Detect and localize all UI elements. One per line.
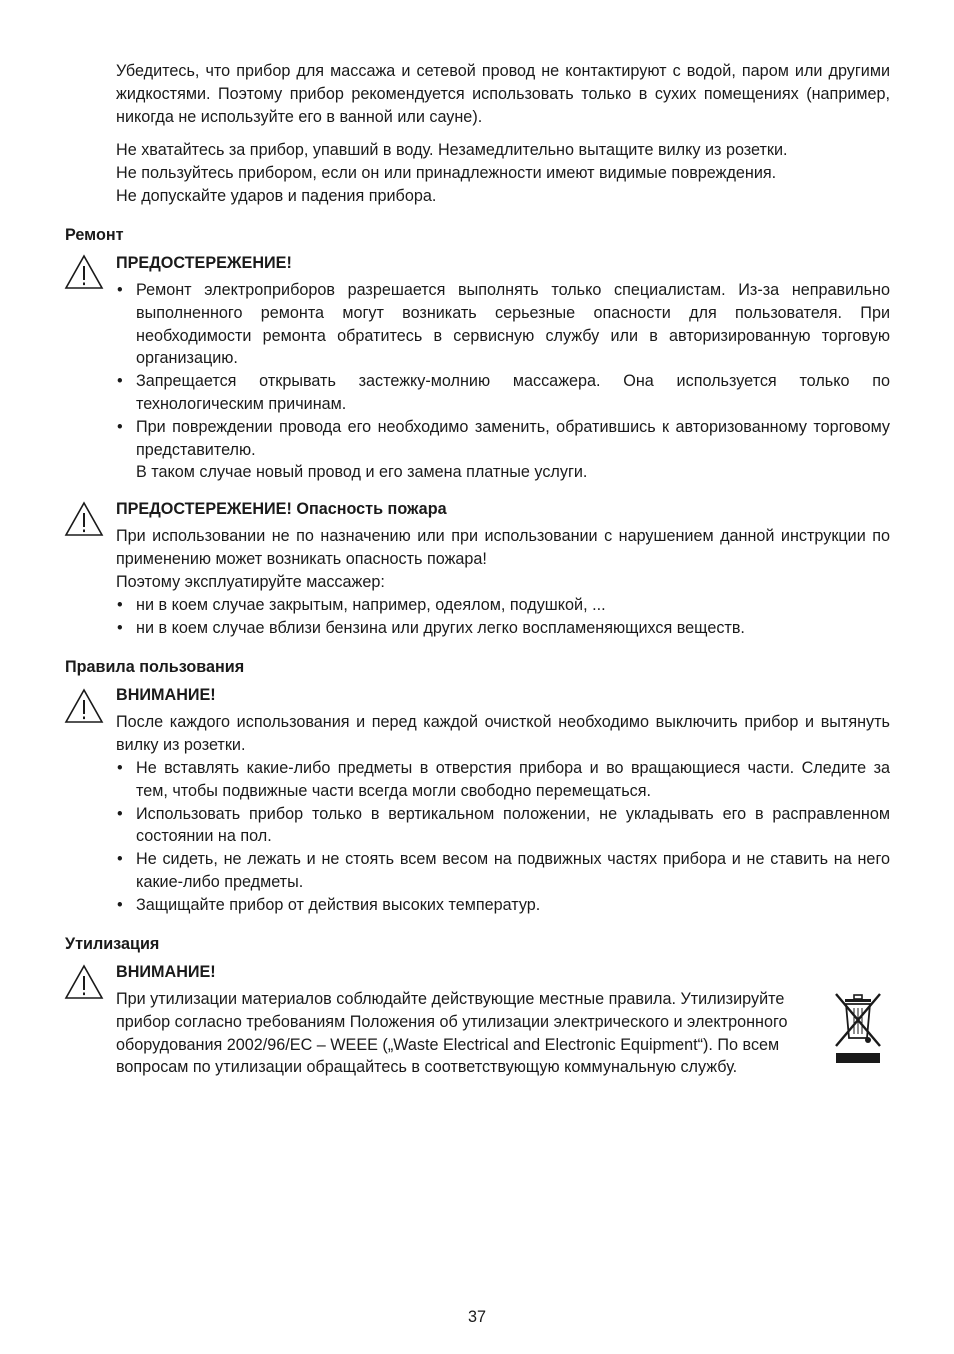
list-item — [116, 757, 890, 803]
disposal-text — [116, 988, 826, 1079]
list-item-text: Ремонт электроприборов разрешается выполнять только специалистам. Из-за неправильно выполненного ремонта могут возникать серьезные опасности для пользователя. При необходимости ремонта обратитесь в сервисную службу или в авторизированную торговую организацию. — [136, 281, 890, 368]
warning-triangle-icon — [64, 964, 104, 1000]
bullet-dot: • — [117, 804, 123, 823]
fire-text: При использовании не по назначению или при использовании с нарушением данной инструкции по применению может возникать опасность пожара! — [116, 527, 890, 568]
list-item — [116, 848, 890, 894]
repair-note: В таком случае новый провод и его замена платные услуги. — [136, 463, 588, 481]
intro-line-1: Не хватайтесь за прибор, упавший в воду. Незамедлительно вытащите вилку из розетки. — [116, 141, 788, 159]
list-item — [116, 803, 890, 849]
disposal-warning-title: ВНИМАНИЕ! — [116, 963, 216, 981]
list-item — [116, 894, 890, 917]
repair-bullet-list — [116, 279, 890, 461]
bullet-dot: • — [117, 618, 123, 637]
list-item — [116, 416, 890, 462]
bullet-dot: • — [117, 596, 123, 614]
intro-line-2: Не пользуйтесь прибором, если он или принадлежности имеют видимые повреждения. — [116, 163, 777, 182]
warning-triangle-icon — [64, 254, 104, 290]
warning-triangle-icon — [64, 501, 104, 537]
bullet-dot: • — [117, 281, 123, 299]
warning-triangle-icon — [64, 688, 104, 724]
disposal-line-2: прибор согласно требованиям Положения об утилизации электрического и электронного — [116, 1012, 788, 1031]
page-number: 37 — [467, 1308, 486, 1326]
list-item — [116, 617, 890, 640]
intro-paragraph-1: Убедитесь, что прибор для массажа и сетевой провод не контактируют с водой, паром или другими жидкостями. Поэтому прибор рекомендуется использовать только в сухих помещениях (например, никогда не используйте его в ванной или сауне). — [116, 62, 890, 126]
list-item-text: ни в коем случае вблизи бензина или других легко воспламеняющихся веществ. — [136, 618, 745, 637]
disposal-heading: Утилизация — [65, 935, 160, 953]
list-item-text: Запрещается открывать застежку-молнию массажера. Она используется только по технологическим причинам. — [136, 372, 890, 413]
repair-heading: Ремонт — [65, 226, 124, 244]
list-item — [116, 370, 890, 416]
bullet-dot: • — [117, 895, 123, 914]
list-item-text: Не вставлять какие-либо предметы в отверстия прибора и во вращающиеся части. Следите за тем, чтобы подвижные части всегда могли свободно перемещаться. — [136, 759, 890, 800]
fire-bullet-list — [116, 594, 890, 640]
bullet-dot: • — [117, 417, 123, 436]
list-item-text: Не сидеть, не лежать и не стоять всем весом на подвижных частях прибора и не ставить на него какие-либо предметы. — [136, 850, 890, 891]
usage-bullet-list — [116, 757, 890, 917]
intro-line-3: Не допускайте ударов и падения прибора. — [116, 186, 437, 205]
usage-text: После каждого использования и перед каждой очисткой необходимо выключить прибор и вытянуть вилку из розетки. — [116, 713, 890, 754]
bullet-dot: • — [117, 759, 123, 777]
crossed-out-wheelie-bin-icon — [832, 990, 884, 1066]
bullet-dot: • — [117, 372, 123, 391]
list-item — [116, 279, 890, 370]
usage-heading: Правила пользования — [65, 658, 245, 676]
intro-paragraph-2 — [116, 139, 890, 207]
usage-warning-title: ВНИМАНИЕ! — [116, 686, 216, 704]
list-item-text: ни в коем случае закрытым, например, одеялом, подушкой, ... — [136, 596, 606, 614]
list-item — [116, 594, 890, 617]
fire-text-2: Поэтому эксплуатируйте массажер: — [116, 573, 385, 591]
disposal-line-4: вопросам по утилизации обращайтесь в соответствующую коммунальную службу. — [116, 1058, 738, 1077]
list-item-text: Защищайте прибор от действия высоких температур. — [136, 895, 541, 914]
fire-warning-title: ПРЕДОСТЕРЕЖЕНИЕ! Опасность пожара — [116, 500, 447, 518]
bullet-dot: • — [117, 850, 123, 869]
repair-warning-title: ПРЕДОСТЕРЕЖЕНИЕ! — [116, 254, 292, 272]
disposal-line-1: При утилизации материалов соблюдайте действующие местные правила. Утилизируйте — [116, 990, 785, 1008]
list-item-text: При повреждении провода его необходимо заменить, обратившись к авторизованному торговому представителю. — [136, 417, 890, 459]
disposal-line-3: оборудования 2002/96/EC – WEEE („Waste Electrical and Electronic Equipment“). По всем — [116, 1035, 780, 1054]
list-item-text: Использовать прибор только в вертикальном положении, не укладывать его в расправленном состоянии на пол. — [136, 804, 890, 846]
